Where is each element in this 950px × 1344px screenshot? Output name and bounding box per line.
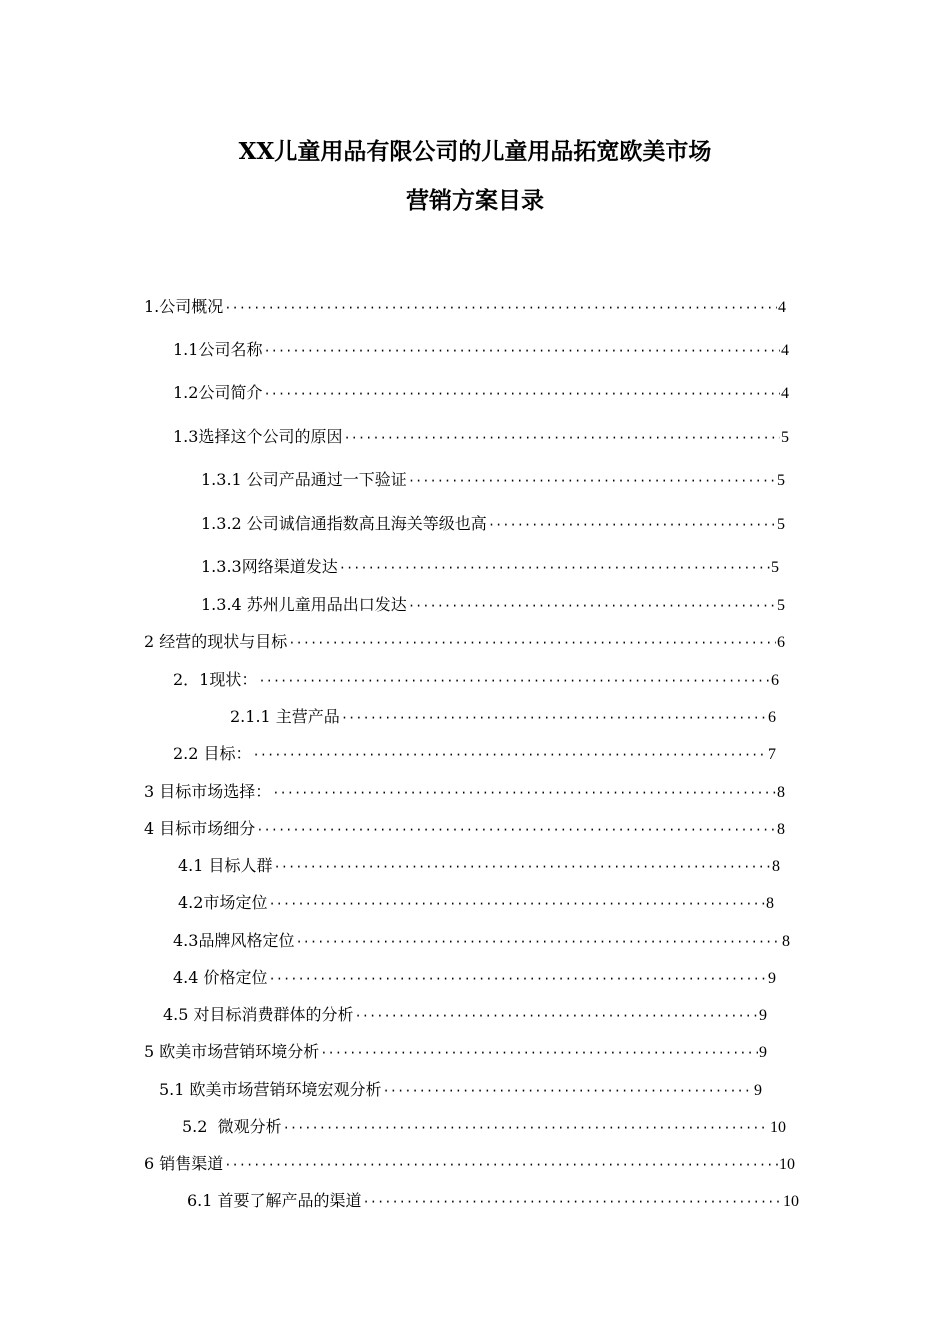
toc-entry-1-3-2 [201, 513, 785, 536]
toc-entry-label: 6.1 首要了解产品的渠道 [187, 1191, 362, 1210]
toc-entry-page: 8 [777, 821, 785, 838]
toc-entry-label: 5 欧美市场营销环境分析 [144, 1042, 320, 1061]
toc-entry-label: 1.3.1 公司产品通过一下验证 [201, 470, 407, 489]
toc-entry-5-1 [159, 1079, 762, 1102]
toc-entry-page: 5 [777, 516, 785, 533]
toc-entry-page: 4 [781, 385, 789, 402]
toc-entry-4-2 [178, 892, 774, 915]
toc-dot-leader [383, 1080, 753, 1102]
toc-dot-leader [269, 968, 767, 990]
toc-entry-5 [144, 1041, 767, 1064]
toc-entry-label: 2.2 目标： [173, 744, 252, 763]
toc-entry-3 [144, 781, 785, 804]
toc-entry-label: 3 目标市场选择： [144, 782, 272, 801]
toc-entry-4-4 [173, 967, 776, 990]
toc-dot-leader [263, 340, 780, 362]
toc-entry-page: 8 [766, 895, 774, 912]
toc-dot-leader [224, 297, 777, 319]
toc-entry-page: 10 [770, 1119, 786, 1136]
toc-dot-leader [339, 557, 770, 579]
toc-dot-leader [258, 670, 770, 692]
toc-entry-label: 4.3品牌风格定位 [173, 931, 295, 950]
toc-dot-leader [263, 383, 780, 405]
toc-entry-2 [144, 631, 785, 654]
toc-entry-page: 9 [759, 1007, 767, 1024]
toc-entry-2-1 [173, 669, 779, 692]
toc-entry-label: 2 经营的现状与目标 [144, 632, 288, 651]
document-subtitle: 营销方案目录 [406, 187, 544, 214]
toc-entry-label: 1.3.2 公司诚信通指数高且海关等级也高 [201, 514, 487, 533]
toc-dot-leader [274, 856, 771, 878]
toc-entry-2-2 [173, 743, 776, 766]
toc-entry-page: 4 [781, 342, 789, 359]
toc-entry-label: 6 销售渠道 [144, 1154, 224, 1173]
toc-entry-label: 1.3.4 苏州儿童用品出口发达 [201, 595, 407, 614]
toc-entry-page: 9 [759, 1044, 767, 1061]
document-title: XX儿童用品有限公司的儿童用品拓宽欧美市场 [238, 138, 712, 165]
toc-dot-leader [295, 931, 781, 953]
toc-entry-page: 5 [777, 597, 785, 614]
toc-entry-6 [144, 1153, 795, 1176]
toc-dot-leader [253, 744, 767, 766]
toc-entry-label: 1.1公司名称 [173, 340, 263, 359]
toc-entry-label: 4.1 目标人群 [178, 856, 273, 875]
toc-entry-page: 8 [772, 858, 780, 875]
toc-entry-1 [144, 296, 786, 319]
toc-entry-page: 6 [768, 709, 776, 726]
toc-entry-1-3 [173, 426, 789, 449]
toc-entry-page: 7 [768, 746, 776, 763]
toc-entry-page: 5 [771, 559, 779, 576]
toc-entry-1-3-1 [201, 469, 785, 492]
toc-entry-page: 8 [777, 784, 785, 801]
toc-dot-leader [256, 819, 776, 841]
toc-entry-label: 1.3.3网络渠道发达 [201, 557, 338, 576]
toc-dot-leader [363, 1191, 782, 1213]
toc-entry-label: 2.1.1 主营产品 [230, 707, 340, 726]
toc-entry-page: 10 [783, 1193, 799, 1210]
toc-dot-leader [224, 1154, 778, 1176]
toc-entry-label: 1.公司概况 [144, 297, 224, 316]
toc-entry-4 [144, 818, 785, 841]
toc-entry-6-1 [187, 1190, 799, 1213]
toc-dot-leader [341, 707, 767, 729]
toc-dot-leader [268, 893, 765, 915]
toc-entry-page: 4 [778, 299, 786, 316]
toc-entry-4-1 [178, 855, 780, 878]
toc-entry-1-1 [173, 339, 789, 362]
toc-entry-page: 6 [777, 634, 785, 651]
toc-entry-4-3 [173, 930, 790, 953]
toc-dot-leader [320, 1042, 758, 1064]
toc-dot-leader [488, 514, 776, 536]
toc-entry-label: 5.2 微观分析 [182, 1117, 282, 1136]
toc-entry-page: 6 [771, 672, 779, 689]
toc-entry-1-2 [173, 382, 789, 405]
toc-entry-page: 10 [779, 1156, 795, 1173]
toc-entry-page: 5 [781, 429, 789, 446]
toc-entry-page: 9 [754, 1082, 762, 1099]
toc-entry-page: 5 [777, 472, 785, 489]
toc-entry-page: 8 [782, 933, 790, 950]
toc-entry-1-3-4 [201, 594, 785, 617]
toc-entry-label: 4 目标市场细分 [144, 819, 256, 838]
toc-dot-leader [408, 595, 776, 617]
toc-entry-1-3-3 [201, 556, 779, 579]
toc-dot-leader [408, 470, 776, 492]
toc-entry-label: 2．1现状： [173, 670, 258, 689]
toc-entry-label: 4.2市场定位 [178, 893, 268, 912]
toc-dot-leader [272, 782, 776, 804]
toc-entry-4-5 [163, 1004, 767, 1027]
toc-dot-leader [283, 1117, 769, 1139]
toc-entry-label: 5.1 欧美市场营销环境宏观分析 [159, 1080, 382, 1099]
toc-entry-label: 1.2公司简介 [173, 383, 263, 402]
toc-entry-label: 4.5 对目标消费群体的分析 [163, 1005, 354, 1024]
toc-entry-page: 9 [768, 970, 776, 987]
toc-dot-leader [288, 632, 776, 654]
toc-entry-5-2 [182, 1116, 786, 1139]
toc-dot-leader [343, 427, 780, 449]
toc-entry-label: 1.3选择这个公司的原因 [173, 427, 343, 446]
toc-dot-leader [355, 1005, 758, 1027]
toc-entry-2-1-1 [230, 706, 776, 729]
toc-entry-label: 4.4 价格定位 [173, 968, 268, 987]
